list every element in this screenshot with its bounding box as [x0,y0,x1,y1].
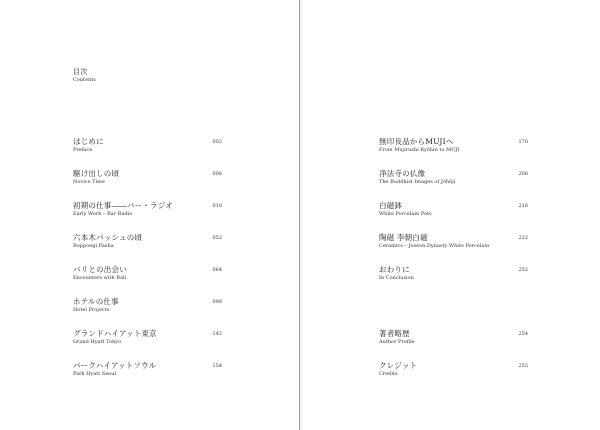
entry-title-en: In Conclusion [379,275,414,281]
entry-title-jp: 六本木パッシュの頃 [73,233,143,242]
entry-page-number: 255 [518,363,528,369]
toc-right-column [379,137,528,393]
entry-title-en: Encounters with Bali [73,275,127,281]
entry-title-en: Ceramics – Joseon Dynasty White Porcelain [379,243,490,249]
entry-title-jp: 陶磁 李朝白磁 [379,233,428,242]
entry-title-en: Grand Hyatt Tokyo [73,339,121,345]
toc-heading [73,68,96,84]
entry-page-number: 206 [518,171,528,177]
toc-entry[interactable] [379,201,528,233]
entry-title-jp: 浄法寺の仏像 [379,169,426,178]
toc-entry[interactable] [379,233,528,265]
entry-page-number: 098 [212,299,222,305]
entry-page-number: 170 [518,139,528,145]
entry-title-en: White Porcelain Pots [379,211,432,217]
entry-title-en: Hotel Projects [73,307,110,313]
entry-title-en: Credits [379,371,398,377]
toc-entry[interactable] [73,329,222,361]
entry-page-number: 222 [518,235,528,241]
entry-page-number: 006 [212,171,222,177]
entry-title-en: Roppongi Pasha [73,243,114,249]
entry-title-en: From Mujirushi Ryōhin to MUJI [379,147,460,153]
entry-title-jp: バリとの出会い [73,265,127,274]
entry-title-en: Author Profile [379,339,415,345]
entry-title-jp: クレジット [379,361,418,370]
entry-page-number: 142 [212,331,222,337]
entry-title-en: Novice Time [73,179,105,185]
toc-title-jp: 目次 [73,68,88,76]
entry-title-en: Early Work – Bar Radio [73,211,133,217]
gutter-shadow [300,0,303,430]
toc-left-column [73,137,222,393]
toc-entry[interactable] [73,137,222,169]
toc-title-en: Contents [73,77,96,83]
entry-page-number: 254 [518,331,528,337]
toc-entry[interactable] [379,361,528,393]
entry-page-number: 154 [212,363,222,369]
entry-title-en: The Buddhist Images of Jōhōji [379,179,456,185]
toc-entry[interactable] [73,169,222,201]
entry-page-number: 064 [212,267,222,273]
entry-page-number: 216 [518,203,528,209]
toc-entry[interactable] [379,329,528,361]
entry-title-jp: パークハイアットソウル [73,361,157,370]
toc-entry[interactable] [73,201,222,233]
toc-entry[interactable] [73,361,222,393]
entry-title-jp: 無印良品からMUJIへ [379,137,454,146]
entry-title-jp: 駆け出しの頃 [73,169,120,178]
entry-title-en: Preface [73,147,93,153]
entry-title-jp: 著者略歴 [379,329,410,338]
toc-entry[interactable] [379,265,528,297]
entry-page-number: 018 [212,203,222,209]
entry-page-number: 252 [518,267,528,273]
toc-entry[interactable] [379,137,528,169]
entry-title-jp: 白磁鉢 [379,201,403,210]
entry-page-number: 002 [212,139,222,145]
toc-entry[interactable] [379,169,528,201]
entry-title-jp: ホテルの仕事 [73,297,119,306]
toc-entry[interactable] [73,233,222,265]
entry-title-jp: はじめに [73,137,104,146]
entry-title-jp: おわりに [379,265,410,274]
entry-title-jp: グランドハイアット東京 [73,329,157,338]
entry-title-en: Park Hyatt Seoul [73,371,117,377]
entry-page-number: 052 [212,235,222,241]
entry-title-jp: 初期の仕事――バー・ラジオ [73,201,174,210]
toc-entry[interactable] [73,297,222,329]
toc-entry[interactable] [73,265,222,297]
